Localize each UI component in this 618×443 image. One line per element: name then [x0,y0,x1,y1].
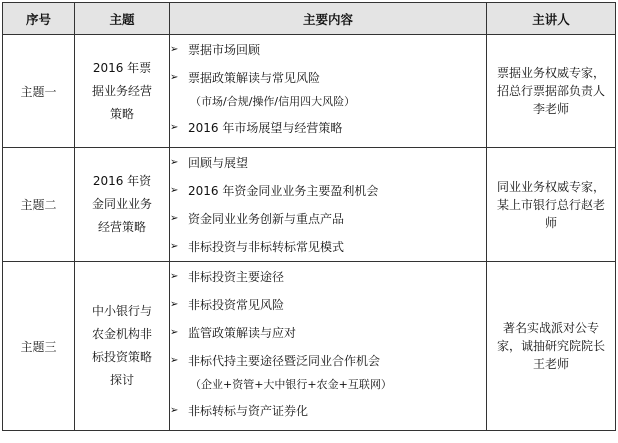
arrow-bullet-icon: ➢ [170,354,179,366]
arrow-bullet-icon: ➢ [170,298,179,310]
list-item: ➢ 票据政策解读与常见风险 [170,70,321,85]
arrow-bullet-icon: ➢ [170,240,179,252]
arrow-bullet-icon: ➢ [170,43,179,55]
list-item: ➢ 资金同业业务创新与重点产品 [170,211,345,226]
arrow-bullet-icon: ➢ [170,212,179,224]
arrow-bullet-icon: ➢ [170,270,179,282]
row-theme: 2016 年资金同业业务经营策略 [75,148,170,262]
header-speaker: 主讲人 [487,3,616,35]
table-row [3,35,616,148]
row-no: 主题二 [3,148,75,262]
row-speaker: 同业业务权威专家，某上市银行总行赵老师 [487,148,616,262]
arrow-bullet-icon: ➢ [170,184,179,196]
row-content [170,262,487,431]
list-item: ➢ 2016 年市场展望与经营策略 [170,120,343,135]
row-content [170,148,487,262]
content-note: （市场/合规/操作/信用四大风险） [190,95,356,108]
row-content [170,35,487,148]
list-item: ➢ 票据市场回顾 [170,42,261,57]
agenda-table [2,2,616,431]
list-item: ➢ 非标投资与非标转标常见模式 [170,239,345,254]
arrow-bullet-icon: ➢ [170,121,179,133]
arrow-bullet-icon: ➢ [170,71,179,83]
content-note: （企业+资管+大中银行+农金+互联网） [190,378,392,391]
table-row [3,262,616,431]
arrow-bullet-icon: ➢ [170,156,179,168]
header-row [3,3,616,35]
header-content: 主要内容 [170,3,487,35]
list-item: ➢ 监管政策解读与应对 [170,325,297,340]
row-speaker: 著名实战派对公专家，诚抽研究院院长王老师 [487,262,616,431]
arrow-bullet-icon: ➢ [170,404,179,416]
list-item: ➢ 2016 年资金同业业务主要盈利机会 [170,183,379,198]
arrow-bullet-icon: ➢ [170,326,179,338]
table-row [3,148,616,262]
list-item: ➢ 回顾与展望 [170,155,249,170]
row-speaker: 票据业务权威专家，招总行票据部负责人李老师 [487,35,616,148]
list-item: ➢ 非标投资常见风险 [170,297,285,312]
list-item: ➢ 非标投资主要途径 [170,269,285,284]
list-item: ➢ 非标代持主要途径暨泛同业合作机会 [170,353,381,368]
row-no: 主题三 [3,262,75,431]
header-theme: 主题 [75,3,170,35]
row-theme: 2016 年票据业务经营策略 [75,35,170,148]
list-item: ➢ 非标转标与资产证券化 [170,403,309,418]
row-no: 主题一 [3,35,75,148]
header-no: 序号 [3,3,75,35]
row-theme: 中小银行与农金机构非标投资策略探讨 [75,262,170,431]
